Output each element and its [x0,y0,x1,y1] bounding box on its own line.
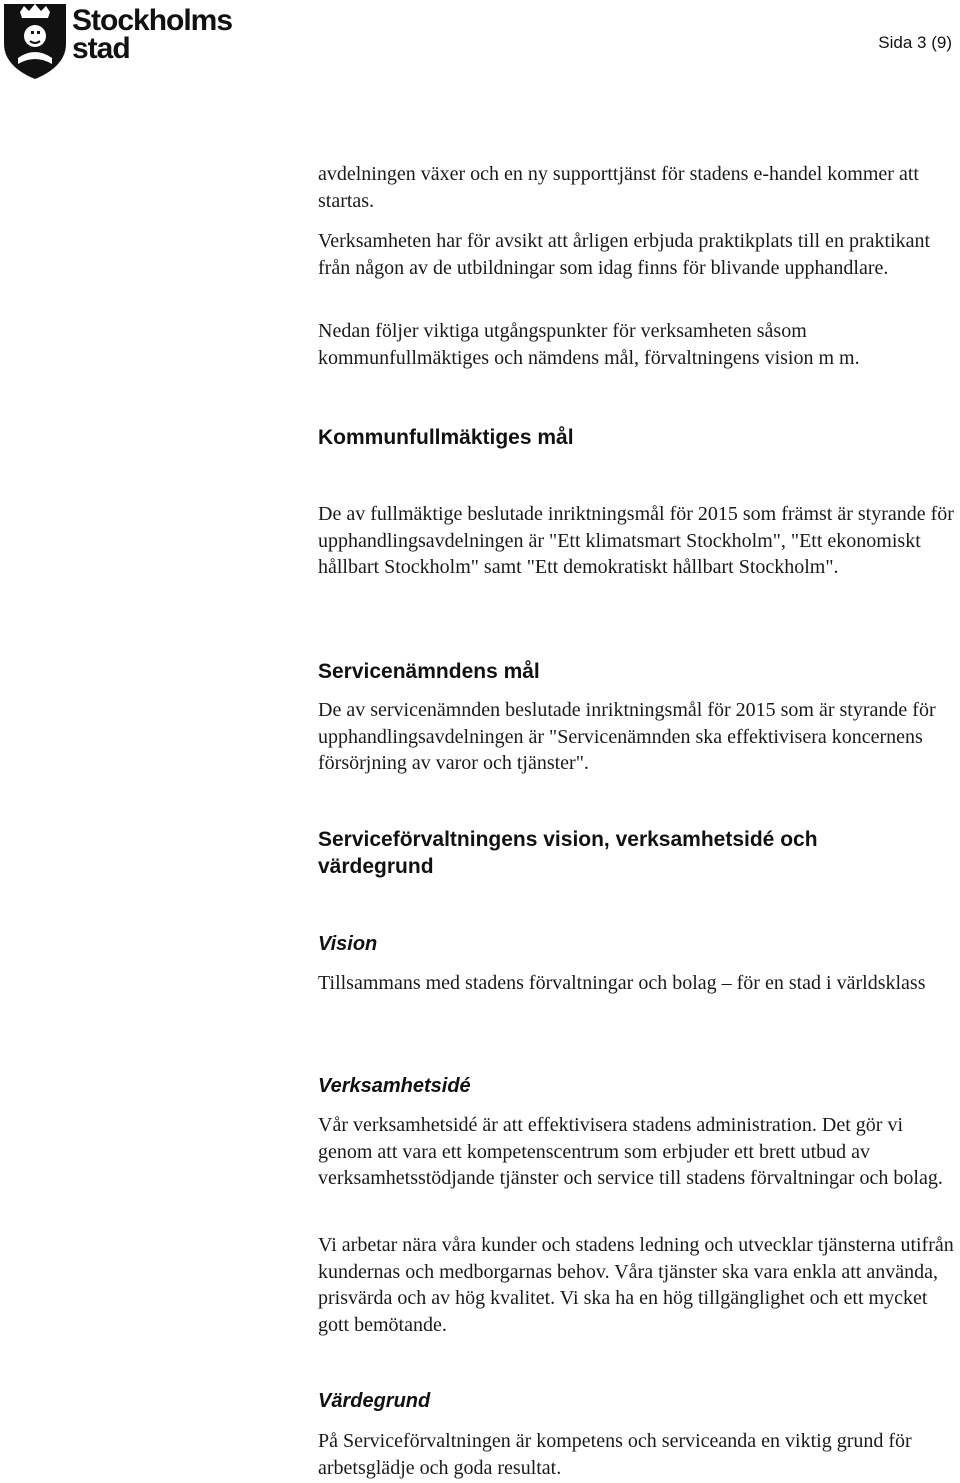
paragraph-servicenamndens-mal: De av servicenämnden beslutade inriktningsmål för 2015 som är styrande för upphandlingsavdelningen är "Servicenämnden ska effektivisera koncernens försörjning av varor och tjänster". [318,699,936,774]
intro-paragraph-1: avdelningen växer och en ny supporttjänst för stadens e-handel kommer att startas. [318,163,919,212]
intro-paragraph-2: Verksamheten har för avsikt att årligen erbjuda praktikplats till en praktikant från någon av de utbildningar som idag finns för blivande upphandlare. [318,230,931,279]
intro-paragraph-3: Nedan följer viktiga utgångspunkter för verksamheten såsom kommunfullmäktiges och nämdens mål, förvaltningens vision m m. [318,320,860,369]
heading-kommunfullmaktiges-mal: Kommunfullmäktiges mål [318,426,574,449]
stockholms-stad-logo [0,0,240,80]
subheading-vardegrund: Värdegrund [318,1390,431,1412]
paragraph-vardegrund: På Serviceförvaltningen är kompetens och serviceanda en viktig grund för arbetsglädje och goda resultat. [318,1430,912,1479]
heading-serviceforvaltningens-vision: Serviceförvaltningens vision, verksamhetsidé och värdegrund [318,828,818,878]
subheading-vision: Vision [318,933,378,955]
paragraph-verksamhetside-2: Vi arbetar nära våra kunder och stadens ledning och utvecklar tjänsterna utifrån kundernas och medborgarnas behov. Våra tjänster ska vara enkla att använda, prisvärda och av hög kvalitet. Vi ska ha en hög tillgänglighet och ett mycket gott bemötande. [318,1234,954,1336]
city-crest-icon [2,0,68,80]
heading-servicenamndens-mal: Servicenämndens mål [318,660,540,683]
page-number: Sida 3 (9) [878,33,952,52]
logo-text-line1: Stockholms [72,4,233,37]
logo-text-line2: stad [72,32,130,65]
paragraph-verksamhetside-1: Vår verksamhetsidé är att effektivisera stadens administration. Det gör vi genom att vara ett kompetenscentrum som erbjuder ett brett utbud av verksamhetsstödjande tjänster och service till stadens förvaltningar och bolag. [318,1114,943,1189]
paragraph-kommunfullmaktiges-mal: De av fullmäktige beslutade inriktningsmål för 2015 som främst är styrande för upphandlingsavdelningen är "Ett klimatsmart Stockholm", "Ett ekonomiskt hållbart Stockholm" samt "Ett demokratiskt hållbart Stockholm". [318,503,954,578]
paragraph-vision: Tillsammans med stadens förvaltningar och bolag – för en stad i världsklass [318,972,926,994]
subheading-verksamhetside: Verksamhetsidé [318,1075,471,1097]
